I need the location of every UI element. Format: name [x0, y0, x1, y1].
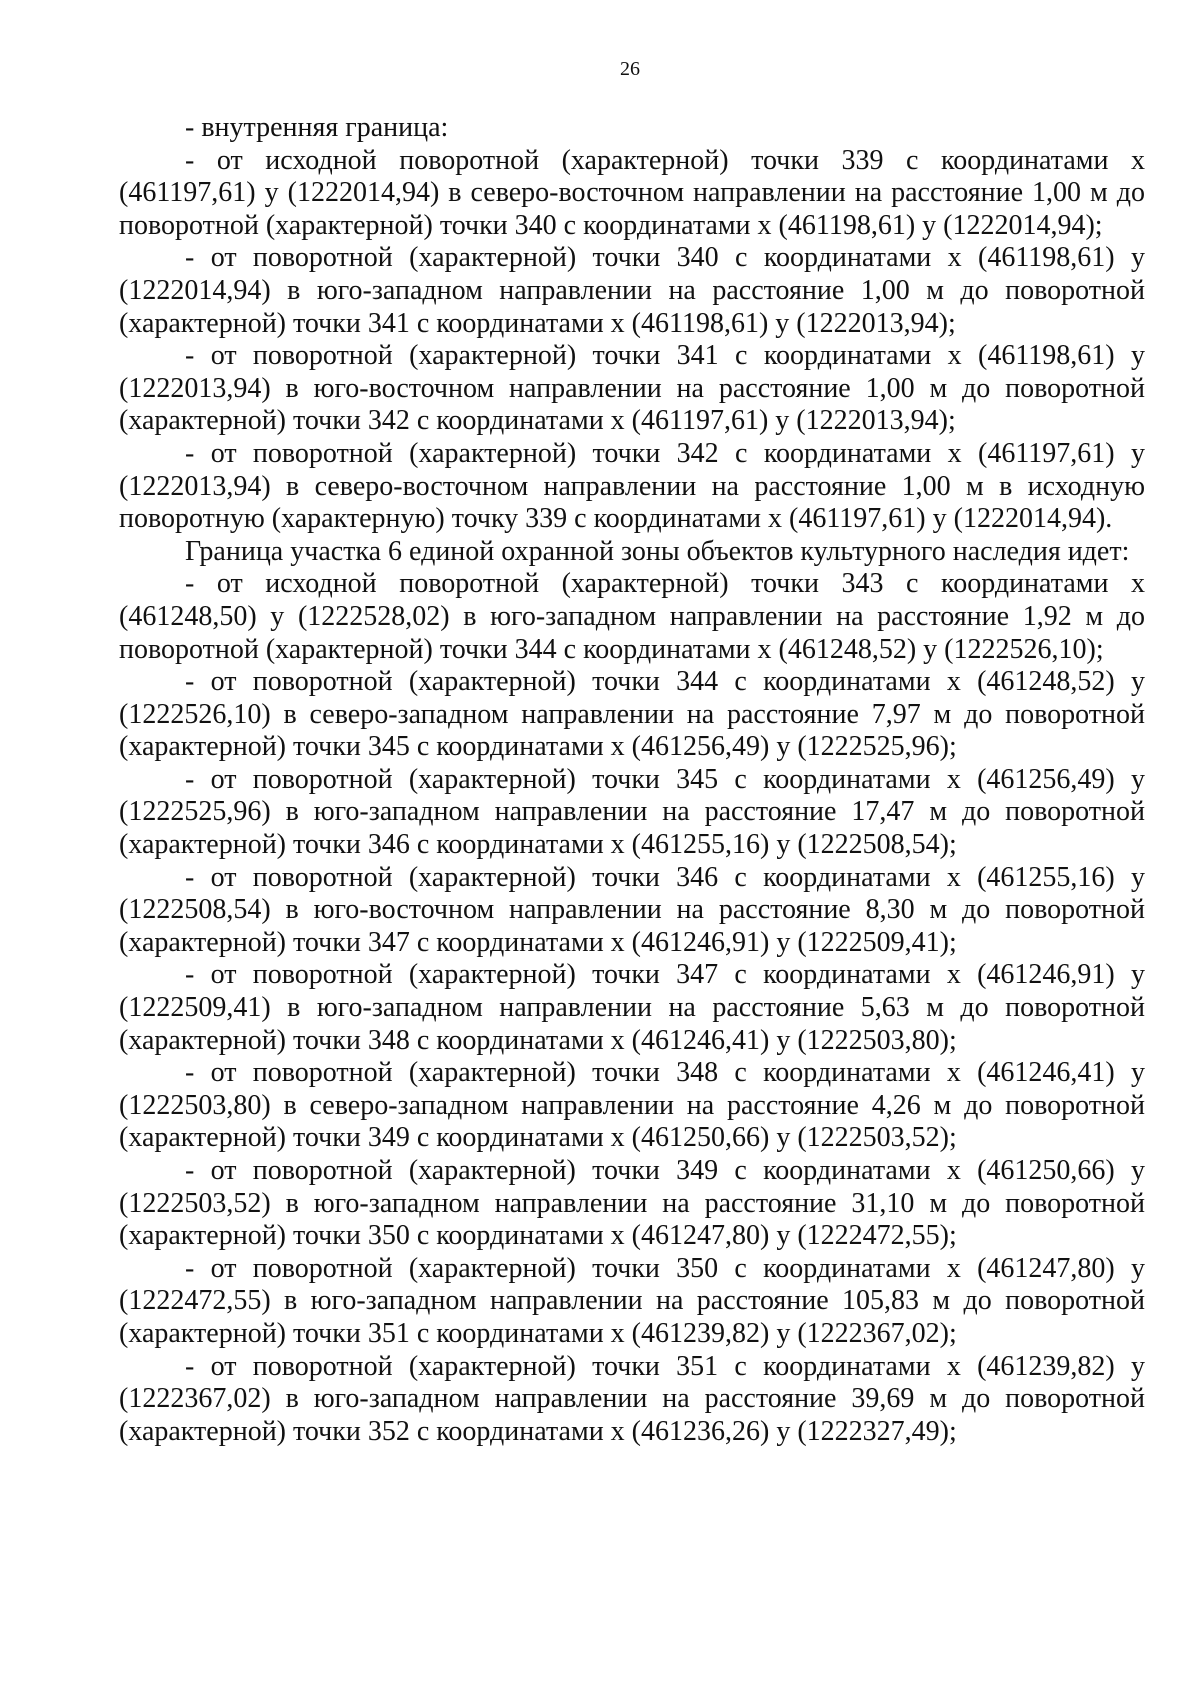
- paragraph-segment-349-350: - от поворотной (характерной) точки 349 с координатами х (461250,66) у (1222503,52) в юго-западном направлении на расстояние 31,10 м до поворотной (характерной) точки 350 с координатами х (461247,80) у (1222472,55);: [119, 1155, 1145, 1252]
- paragraph-segment-341-342: - от поворотной (характерной) точки 341 с координатами х (461198,61) у (1222013,94) в юго-восточном направлении на расстояние 1,00 м до поворотной (характерной) точки 342 с координатами х (461197,61) у (1222013,94);: [119, 340, 1145, 437]
- paragraph-segment-347-348: - от поворотной (характерной) точки 347 с координатами х (461246,91) у (1222509,41) в юго-западном направлении на расстояние 5,63 м до поворотной (характерной) точки 348 с координатами х (461246,41) у (1222503,80);: [119, 959, 1145, 1056]
- paragraph-segment-348-349: - от поворотной (характерной) точки 348 с координатами х (461246,41) у (1222503,80) в северо-западном направлении на расстояние 4,26 м до поворотной (характерной) точки 349 с координатами х (461250,66) у (1222503,52);: [119, 1057, 1145, 1154]
- paragraph-segment-342-339: - от поворотной (характерной) точки 342 с координатами х (461197,61) у (1222013,94) в северо-восточном направлении на расстояние 1,00 м в исходную поворотную (характерную) точку 339 с координатами х (461197,61) у (1222014,94).: [119, 437, 1145, 535]
- document-body: [119, 112, 1145, 1448]
- paragraph-segment-351-352: - от поворотной (характерной) точки 351 с координатами х (461239,82) у (1222367,02) в юго-западном направлении на расстояние 39,69 м до поворотной (характерной) точки 352 с координатами х (461236,26) у (1222327,49);: [119, 1350, 1145, 1447]
- page-number: 26: [620, 58, 640, 80]
- paragraph-section-6-intro: Граница участка 6 единой охранной зоны объектов культурного наследия идет:: [185, 535, 1130, 567]
- paragraph-segment-345-346: - от поворотной (характерной) точки 345 с координатами х (461256,49) у (1222525,96) в юго-западном направлении на расстояние 17,47 м до поворотной (характерной) точки 346 с координатами х (461255,16) у (1222508,54);: [119, 763, 1145, 861]
- paragraph-segment-344-345: - от поворотной (характерной) точки 344 с координатами х (461248,52) у (1222526,10) в северо-западном направлении на расстояние 7,97 м до поворотной (характерной) точки 345 с координатами х (461256,49) у (1222525,96);: [119, 666, 1145, 763]
- paragraph-segment-343-344: - от исходной поворотной (характерной) точки 343 с координатами х (461248,50) у (1222528,02) в юго-западном направлении на расстояние 1,92 м до поворотной (характерной) точки 344 с координатами х (461248,52) у (1222526,10);: [119, 568, 1145, 665]
- paragraph-segment-339-340: - от исходной поворотной (характерной) точки 339 с координатами х (461197,61) у (1222014,94) в северо-восточном направлении на расстояние 1,00 м до поворотной (характерной) точки 340 с координатами х (461198,61) у (1222014,94);: [119, 144, 1145, 241]
- paragraph-segment-350-351: - от поворотной (характерной) точки 350 с координатами х (461247,80) у (1222472,55) в юго-западном направлении на расстояние 105,83 м до поворотной (характерной) точки 351 с координатами х (461239,82) у (1222367,02);: [119, 1252, 1145, 1349]
- paragraph-inner-boundary-heading: - внутренняя граница:: [185, 112, 449, 143]
- paragraph-segment-346-347: - от поворотной (характерной) точки 346 с координатами х (461255,16) у (1222508,54) в юго-восточном направлении на расстояние 8,30 м до поворотной (характерной) точки 347 с координатами х (461246,91) у (1222509,41);: [119, 861, 1145, 958]
- paragraph-segment-340-341: - от поворотной (характерной) точки 340 с координатами х (461198,61) у (1222014,94) в юго-западном направлении на расстояние 1,00 м до поворотной (характерной) точки 341 с координатами х (461198,61) у (1222013,94);: [119, 242, 1145, 339]
